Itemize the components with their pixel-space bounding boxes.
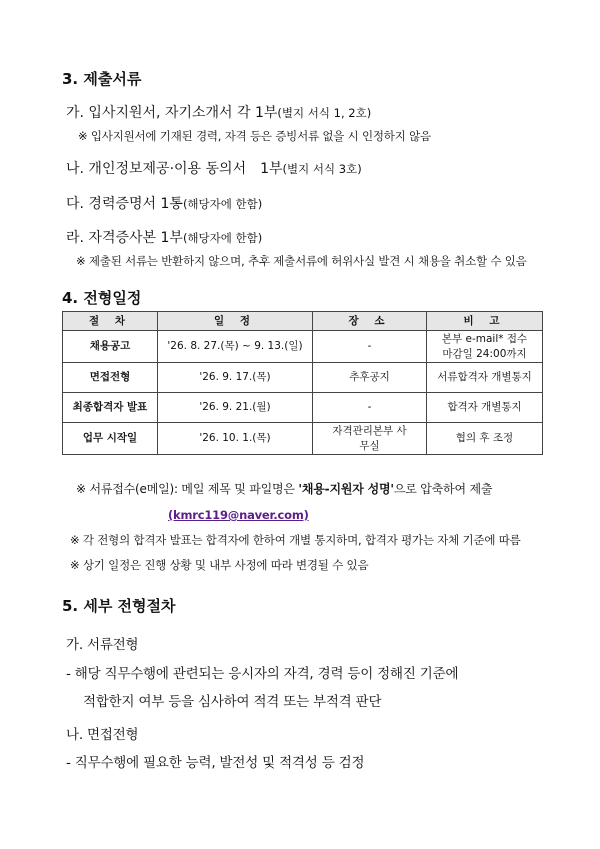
- row-step: 면접전형: [63, 363, 158, 393]
- row-date: '26. 9. 21.(월): [158, 393, 313, 423]
- section-4-note-submission: [76, 480, 492, 497]
- section-5-title: 5. 세부 전형절차: [62, 597, 176, 615]
- item-ra-license: [66, 227, 262, 247]
- note-submission-post: 으로 압축하여 제출: [393, 482, 493, 496]
- row-date: '26. 10. 1.(목): [158, 423, 313, 455]
- note-submission-pre: ※ 서류접수(e메일): 메일 제목 및 파일명은: [76, 482, 299, 496]
- item-ga-small: (별지 서식 1, 2호): [277, 106, 372, 120]
- row-note: 협의 후 조정: [427, 423, 543, 455]
- header-place: 장 소: [313, 312, 427, 331]
- row-step: 업무 시작일: [63, 423, 158, 455]
- item-ra-small: (해당자에 한함): [182, 231, 263, 245]
- section-4-note-change: ※ 상기 일정은 진행 상황 및 내부 사정에 따라 변경될 수 있음: [70, 558, 369, 572]
- note-submission-bold: '채용-지원자 성명': [298, 482, 394, 496]
- header-date: 일 정: [158, 312, 313, 331]
- item-da-career: [66, 193, 262, 213]
- row-note: [427, 331, 543, 363]
- document-screening-line1: - 해당 직무수행에 관련되는 응시자의 자격, 경력 등이 정해진 기준에: [66, 666, 459, 682]
- email-link[interactable]: [168, 508, 309, 522]
- item-document-screening: 가. 서류전형: [66, 637, 139, 653]
- email-address[interactable]: (kmrc119@naver.com): [168, 508, 309, 522]
- interview-screening-line1: - 직무수행에 필요한 능력, 발전성 및 적격성 등 검정: [66, 755, 365, 771]
- header-step: 절 차: [63, 312, 158, 331]
- item-ga-note: ※ 입사지원서에 기재된 경력, 자격 등은 증빙서류 없을 시 인정하지 않음: [78, 129, 431, 143]
- header-note: 비 고: [427, 312, 543, 331]
- item-interview-screening: 나. 면접전형: [66, 727, 139, 743]
- table-row: [63, 423, 543, 455]
- section-4-title: 4. 전형일정: [62, 289, 142, 307]
- table-row: [63, 393, 543, 423]
- row-note: 서류합격자 개별통지: [427, 363, 543, 393]
- row-note-line2: 마감일 24:00까지: [442, 347, 527, 360]
- item-ga-application: [66, 102, 371, 122]
- row-place: 추후공지: [313, 363, 427, 393]
- schedule-table: [62, 311, 543, 455]
- item-ga-main: 가. 입사지원서, 자기소개서 각 1부: [66, 105, 278, 121]
- row-step: 최종합격자 발표: [63, 393, 158, 423]
- item-da-small: (해당자에 한함): [182, 197, 263, 211]
- row-date: '26. 9. 17.(목): [158, 363, 313, 393]
- row-step: 채용공고: [63, 331, 158, 363]
- document-screening-line2: 적합한지 여부 등을 심사하여 적격 또는 부적격 판단: [83, 694, 382, 710]
- row-place: 자격관리본부 사무실: [313, 423, 427, 455]
- row-note-line1: 본부 e-mail* 접수: [441, 332, 528, 345]
- item-na-consent: [66, 158, 362, 178]
- table-row: [63, 331, 543, 363]
- table-header-row: [63, 312, 543, 331]
- section-3-title: 3. 제출서류: [62, 70, 142, 88]
- item-ra-main: 라. 자격증사본 1부: [66, 230, 183, 246]
- item-na-small: (별지 서식 3호): [282, 162, 362, 176]
- table-row: [63, 363, 543, 393]
- section-4-note-announcement: ※ 각 전형의 합격자 발표는 합격자에 한하여 개별 통지하며, 합격자 평가는 자체 기준에 따름: [70, 533, 521, 547]
- row-date: '26. 8. 27.(목) ~ 9. 13.(일): [158, 331, 313, 363]
- item-na-main: 나. 개인정보제공·이용 동의서 1부: [66, 161, 283, 177]
- row-note: 합격자 개별통지: [427, 393, 543, 423]
- row-place: -: [313, 393, 427, 423]
- item-ra-note: ※ 제출된 서류는 반환하지 않으며, 추후 제출서류에 허위사실 발견 시 채용을 취소할 수 있음: [76, 254, 527, 268]
- row-place: -: [313, 331, 427, 363]
- item-da-main: 다. 경력증명서 1통: [66, 196, 183, 212]
